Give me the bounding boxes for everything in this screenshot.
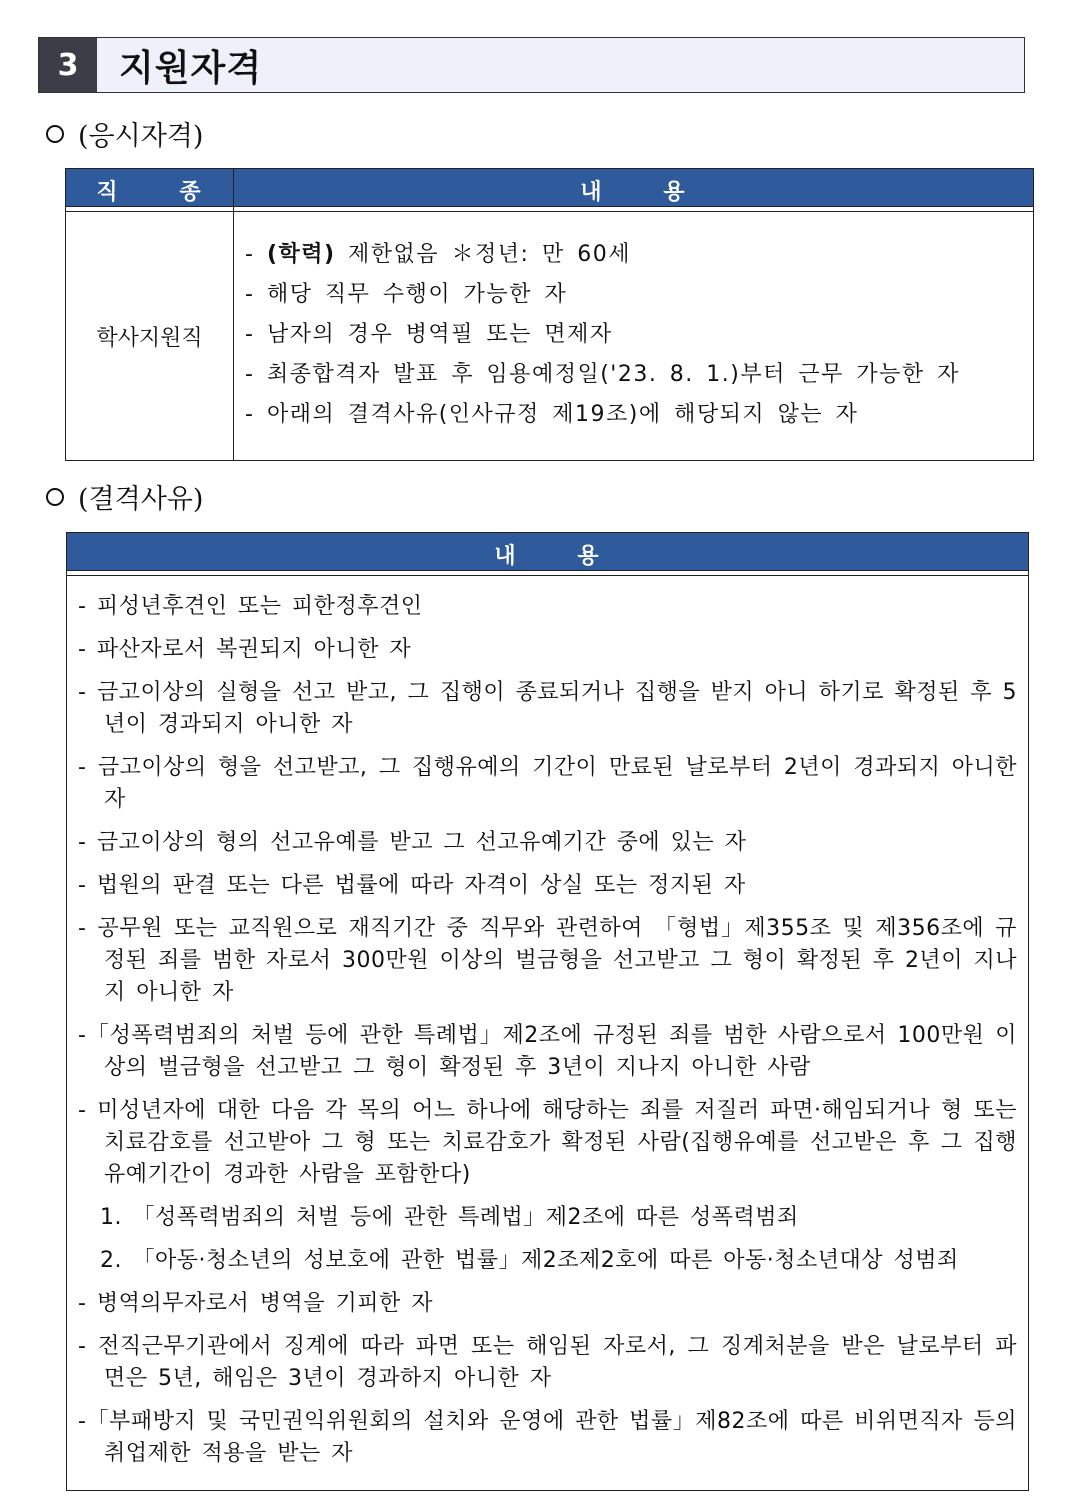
table-row <box>66 212 1034 461</box>
list-item: - 최종합격자 발표 후 임용예정일('23. 8. 1.)부터 근무 가능한 자 <box>245 362 960 387</box>
table-row <box>67 576 1029 1491</box>
list-item: - 남자의 경우 병역필 또는 면제자 <box>245 322 613 347</box>
header-content: 내 용 <box>67 533 1029 576</box>
list-item: - 파산자로서 복권되지 아니한 자 <box>78 637 412 662</box>
list-item: - 병역의무자로서 병역을 기피한 자 <box>78 1291 433 1316</box>
education-label: (학력) <box>266 242 336 267</box>
list-item: - 전직근무기관에서 징계에 따라 파면 또는 해임된 자로서, 그 징계처분을 받은 날로부터 파면은 5년, 해임은 3년이 경과하지 아니한 자 <box>78 1334 1017 1391</box>
list-item: - 미성년자에 대한 다음 각 목의 어느 하나에 해당하는 죄를 저질러 파면·해임되거나 형 또는 치료감호를 선고받아 그 형 또는 치료감호가 확정된 사람(집행유예를 선고받은 후 그 집행유예기간이 경과한 사람을 포함한다) <box>78 1098 1017 1187</box>
disqualification-heading-text: (결격사유) <box>78 484 204 515</box>
qualification-heading-text: (응시자격) <box>78 121 204 152</box>
disqualification-content-cell <box>67 576 1029 1491</box>
list-item: - 해당 직무 수행이 가능한 자 <box>245 282 568 307</box>
section-header <box>38 37 1025 93</box>
table-header-row <box>66 169 1034 212</box>
sub-list-item: 2. 「아동·청소년의 성보호에 관한 법률」제2조제2호에 따른 아동·청소년대상 성범죄 <box>100 1248 959 1273</box>
disqualification-list <box>68 577 1027 1489</box>
qualification-content-cell <box>234 212 1034 461</box>
disqualification-heading <box>46 477 203 516</box>
list-item: - 금고이상의 형을 선고받고, 그 집행유예의 기간이 만료된 날로부터 2년이 경과되지 아니한 자 <box>78 755 1017 812</box>
list-item: -「부패방지 및 국민권익위원회의 설치와 운영에 관한 법률」제82조에 따른 비위면직자 등의 취업제한 적용을 받는 자 <box>78 1409 1017 1466</box>
qualification-list <box>235 213 1032 459</box>
section-title: 지원자격 <box>119 47 263 89</box>
list-item: - 금고이상의 형의 선고유예를 받고 그 선고유예기간 중에 있는 자 <box>78 830 747 855</box>
list-item: - 아래의 결격사유(인사규정 제19조)에 해당되지 않는 자 <box>245 402 859 427</box>
list-item: - 법원의 판결 또는 다른 법률에 따라 자격이 상실 또는 정지된 자 <box>78 873 746 898</box>
circle-bullet-icon <box>46 488 64 506</box>
header-job-type: 직 종 <box>66 169 234 212</box>
disqualification-table <box>66 532 1029 1491</box>
job-category-cell: 학사지원직 <box>66 212 234 461</box>
qualification-table <box>65 168 1034 461</box>
list-item: - (학력) 제한없음 ＊정년: 만 60세 <box>245 242 631 267</box>
qualification-heading <box>46 114 203 153</box>
circle-bullet-icon <box>46 125 64 143</box>
table-header-row <box>67 533 1029 576</box>
section-number: 3 <box>39 38 97 92</box>
list-item: -「성폭력범죄의 처벌 등에 관한 특례법」제2조에 규정된 죄를 범한 사람으로서 100만원 이상의 벌금형을 선고받고 그 형이 확정된 후 3년이 지나지 아니한 사람 <box>78 1023 1017 1080</box>
header-content: 내 용 <box>234 169 1034 212</box>
list-item: - 금고이상의 실형을 선고 받고, 그 집행이 종료되거나 집행을 받지 아니 하기로 확정된 후 5년이 경과되지 아니한 자 <box>78 680 1017 737</box>
list-item: - 공무원 또는 교직원으로 재직기간 중 직무와 관련하여 「형법」제355조 및 제356조에 규정된 죄를 범한 자로서 300만원 이상의 벌금형을 선고받고 그 형이 확정된 후 2년이 지나지 아니한 자 <box>78 916 1017 1005</box>
list-item: - 피성년후견인 또는 피한정후견인 <box>78 594 423 619</box>
sub-list-item: 1. 「성폭력범죄의 처벌 등에 관한 특례법」제2조에 따른 성폭력범죄 <box>100 1205 799 1230</box>
